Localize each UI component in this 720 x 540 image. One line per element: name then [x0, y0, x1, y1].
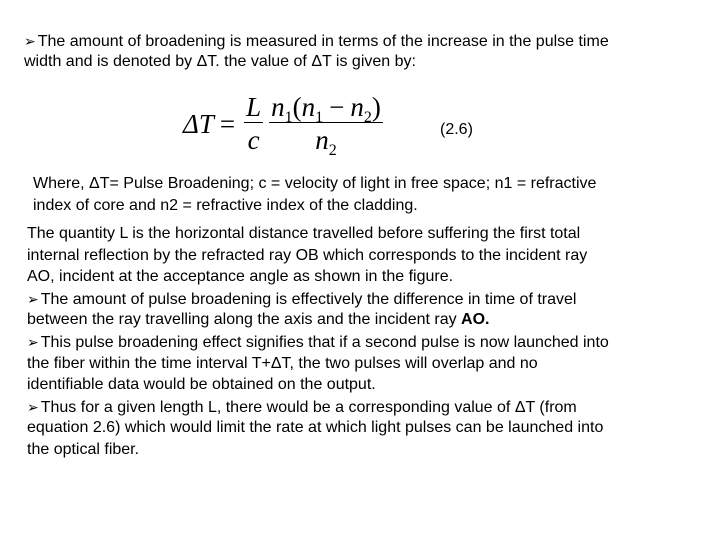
body-line: [27, 354, 538, 374]
bullet-arrow-icon: ➢: [27, 290, 39, 307]
eq-n1: n: [271, 92, 285, 122]
numerator: [269, 92, 383, 126]
body-line: [27, 224, 580, 244]
sub: 1: [284, 109, 293, 126]
body-line-text: the fiber within the time interval T+ΔT, the two pulses will overlap and no: [27, 354, 538, 372]
eq-rparen: ): [371, 92, 381, 122]
sub: 2: [363, 109, 372, 126]
equation-delta-t: [183, 92, 386, 159]
body-line: [27, 310, 490, 330]
bullet-arrow-icon: ➢: [27, 398, 39, 415]
sub: 1: [315, 109, 324, 126]
numerator: [244, 92, 263, 122]
body-line: [27, 397, 577, 418]
body-line: [27, 418, 603, 438]
body-line-text: AO, incident at the acceptance angle as shown in the figure.: [27, 268, 454, 286]
body-line-text: equation 2.6) which would limit the rate at which light pulses can be launched into: [27, 419, 604, 437]
body-line-text: Thus for a given length L, there would be a corresponding value of ΔT (from: [40, 398, 577, 416]
body-line-text: the optical fiber.: [27, 441, 140, 458]
where-line-2: index of core and n2 = refractive index of the cladding.: [33, 197, 418, 214]
fraction-n-terms: [269, 92, 383, 159]
eq-n2: n: [350, 92, 364, 122]
body-line-text: This pulse broadening effect signifies that if a second pulse is now launched into: [40, 334, 609, 351]
denominator: [269, 122, 383, 159]
eq-minus: −: [329, 92, 345, 122]
eq-n1b: n: [301, 92, 316, 122]
equation-number: (2.6): [440, 121, 473, 138]
body-line: [27, 267, 453, 287]
eq-equals: =: [219, 108, 236, 139]
intro-line-2: width and is denoted by ΔT. the value of ΔT is given by:: [24, 53, 416, 70]
denominator: [244, 122, 263, 155]
body-line-text: between the ray travelling along the axis and the incident ray: [27, 311, 462, 329]
body-line-text: The amount of pulse broadening is effectively the difference in time of travel: [40, 290, 577, 308]
body-line: [27, 332, 609, 353]
body-line: [27, 289, 576, 310]
bullet-arrow-icon: ➢: [24, 33, 36, 49]
fraction-l-over-c: [244, 92, 263, 155]
body-line: [27, 440, 139, 460]
body-line: [27, 246, 587, 266]
eq-L: L: [246, 92, 262, 122]
body-line: [27, 375, 376, 395]
intro-line-1: [24, 31, 609, 52]
bullet-arrow-icon: ➢: [27, 334, 39, 350]
where-line-1: Where, ΔT= Pulse Broadening; c = velocity of light in free space; n1 = refractive: [33, 175, 597, 192]
body-line-text: identifiable data would be obtained on the output.: [27, 376, 376, 394]
body-line-text: The quantity L is the horizontal distance travelled before suffering the first total: [27, 225, 581, 242]
sub: 2: [328, 142, 337, 159]
body-line-text: internal reflection by the refracted ray OB which corresponds to the incident ray: [27, 246, 588, 264]
eq-lparen: (: [292, 92, 302, 122]
eq-lhs: ΔT: [183, 108, 214, 139]
eq-c: c: [247, 125, 260, 155]
text: The amount of broadening is measured in terms of the increase in the pulse time: [37, 33, 609, 50]
bold-text: AO.: [461, 311, 490, 329]
eq-n2-den: n: [315, 125, 329, 155]
